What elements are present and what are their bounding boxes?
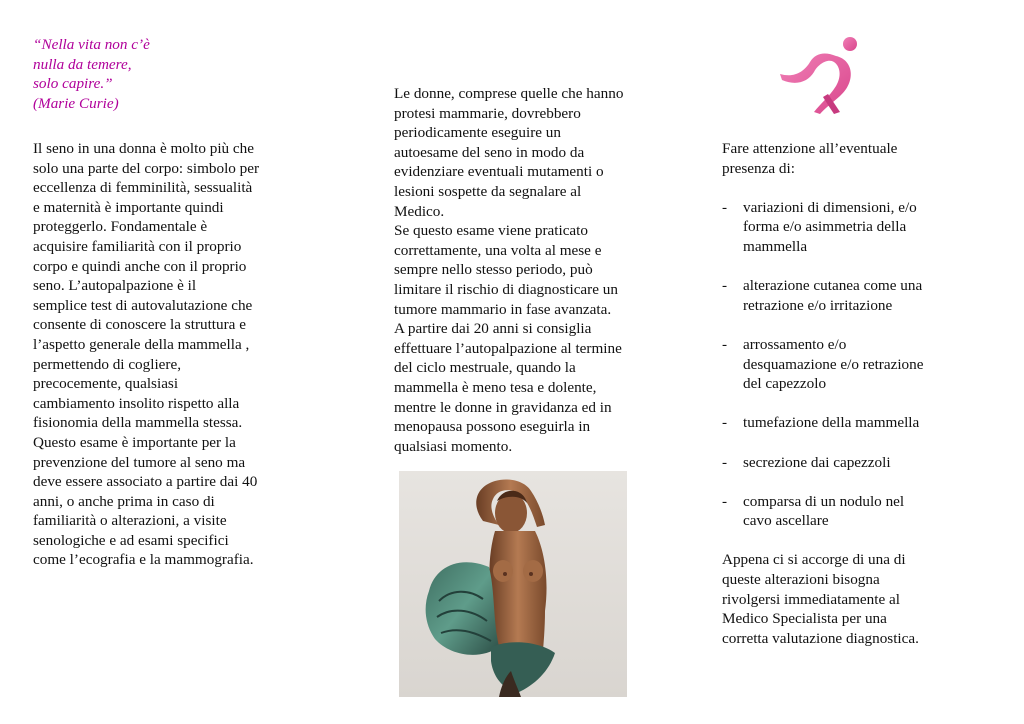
intro-line: presenza di: [722, 159, 795, 177]
list-item [722, 413, 962, 433]
quote [33, 35, 203, 113]
text-line: deve essere associato a partire dai 40 [33, 473, 258, 491]
dash-bullet: - [722, 414, 728, 432]
text-line: e maternità è importante quindi [33, 198, 224, 216]
text-line: semplice test di autovalutazione che [33, 296, 253, 314]
list-item-line: forma e/o asimmetria della [743, 218, 907, 236]
quote-line: “Nella vita non c’è [33, 36, 150, 53]
text-line: seno. L’autopalpazione è il [33, 277, 197, 295]
quote-author: (Marie Curie) [33, 94, 119, 112]
text-line: proteggerlo. Fondamentale è [33, 218, 208, 236]
text-line: Medico. [394, 202, 445, 220]
text-line: precocemente, qualsiasi [33, 375, 179, 393]
list-item-line: retrazione e/o irritazione [743, 296, 893, 314]
list-item-line: mammella [743, 237, 808, 255]
closing-paragraph [722, 550, 962, 648]
text-line: acquisire familiarità con il proprio [33, 237, 242, 255]
text-line: qualsiasi momento. [394, 437, 513, 455]
text-line: queste alterazioni bisogna [722, 571, 880, 589]
text-line: mentre le donne in gravidanza ed in [394, 398, 612, 416]
text-line: fisionomia della mammella stessa. [33, 414, 243, 432]
list-item-line: del capezzolo [743, 375, 827, 393]
list-item-line: tumefazione della mammella [743, 414, 920, 432]
quote-line: nulla da temere, [33, 55, 132, 73]
intro-column [33, 139, 295, 570]
text-line: effettuare l’autopalpazione al termine [394, 339, 622, 357]
text-line: rivolgersi immediatamente al [722, 590, 900, 608]
dash-bullet: - [722, 492, 728, 510]
text-line: Il seno in una donna è molto più che [33, 140, 255, 157]
text-line: Appena ci si accorge di una di [722, 551, 906, 569]
signs-list [722, 198, 962, 531]
text-line: sempre nello stesso periodo, può [394, 261, 593, 279]
bronze-statue-icon [399, 471, 627, 697]
text-line: protesi mammarie, dovrebbero [394, 104, 581, 122]
text-line: eccellenza di femminilità, sessualità [33, 179, 253, 197]
text-line: come l’ecografia e la mammografia. [33, 551, 254, 569]
text-line: l’aspetto generale della mammella , [33, 335, 250, 353]
list-item-line: cavo ascellare [743, 512, 829, 530]
text-line: del ciclo mestruale, quando la [394, 359, 576, 377]
list-item-line: variazioni di dimensioni, e/o [743, 198, 917, 216]
text-line: senologiche e ad esami specifici [33, 531, 229, 549]
text-line: tumore mammario in fase avanzata. [394, 300, 612, 318]
list-item [722, 335, 962, 394]
text-line: autoesame del seno in modo da [394, 143, 585, 161]
dash-bullet: - [722, 198, 728, 216]
text-line: Se questo esame viene praticato [394, 222, 588, 240]
dash-bullet: - [722, 277, 728, 295]
text-line: familiarità o alterazioni, a visite [33, 512, 227, 530]
text-line: periodicamente eseguire un [394, 124, 561, 142]
self-exam-column [394, 84, 660, 456]
dash-bullet: - [722, 335, 728, 353]
intro-line: Fare attenzione all’eventuale [722, 140, 898, 157]
list-item [722, 492, 962, 531]
list-item-line: desquamazione e/o retrazione [743, 355, 924, 373]
list-item-line: secrezione dai capezzoli [743, 453, 891, 471]
quote-line: solo capire.” [33, 75, 113, 93]
text-line: lesioni sospette da segnalare al [394, 182, 582, 200]
text-line: anni, o anche prima in caso di [33, 492, 215, 510]
list-item [722, 198, 962, 257]
text-line: evidenziare eventuali mutamenti o [394, 163, 604, 181]
text-line: A partire dai 20 anni si consiglia [394, 320, 592, 338]
list-item-line: comparsa di un nodulo nel [743, 492, 905, 510]
text-line: mammella è meno tesa e dolente, [394, 378, 597, 396]
text-line: Le donne, comprese quelle che hanno [394, 85, 624, 102]
text-line: menopausa possono eseguirla in [394, 418, 591, 436]
text-line: prevenzione del tumore al seno ma [33, 453, 246, 471]
text-line: cambiamento insolito rispetto alla [33, 394, 240, 412]
dash-bullet: - [722, 453, 728, 471]
text-line: corpo e quindi anche con il proprio [33, 257, 247, 275]
list-item [722, 453, 962, 473]
text-line: permettendo di cogliere, [33, 355, 182, 373]
list-item-line: alterazione cutanea come una [743, 277, 923, 295]
list-item-line: arrossamento e/o [743, 335, 847, 353]
pink-ribbon-icon [778, 36, 864, 116]
warning-signs-column [722, 139, 962, 648]
statue-photo [399, 471, 627, 697]
list-item [722, 276, 962, 315]
text-line: corretta valutazione diagnostica. [722, 629, 919, 647]
text-line: limitare il rischio di diagnosticare un [394, 280, 618, 298]
text-line: Medico Specialista per una [722, 610, 887, 628]
text-line: correttamente, una volta al mese e [394, 241, 602, 259]
text-line: solo una parte del corpo: simbolo per [33, 159, 260, 177]
text-line: consente di conoscere la struttura e [33, 316, 246, 334]
text-line: Questo esame è importante per la [33, 433, 236, 451]
